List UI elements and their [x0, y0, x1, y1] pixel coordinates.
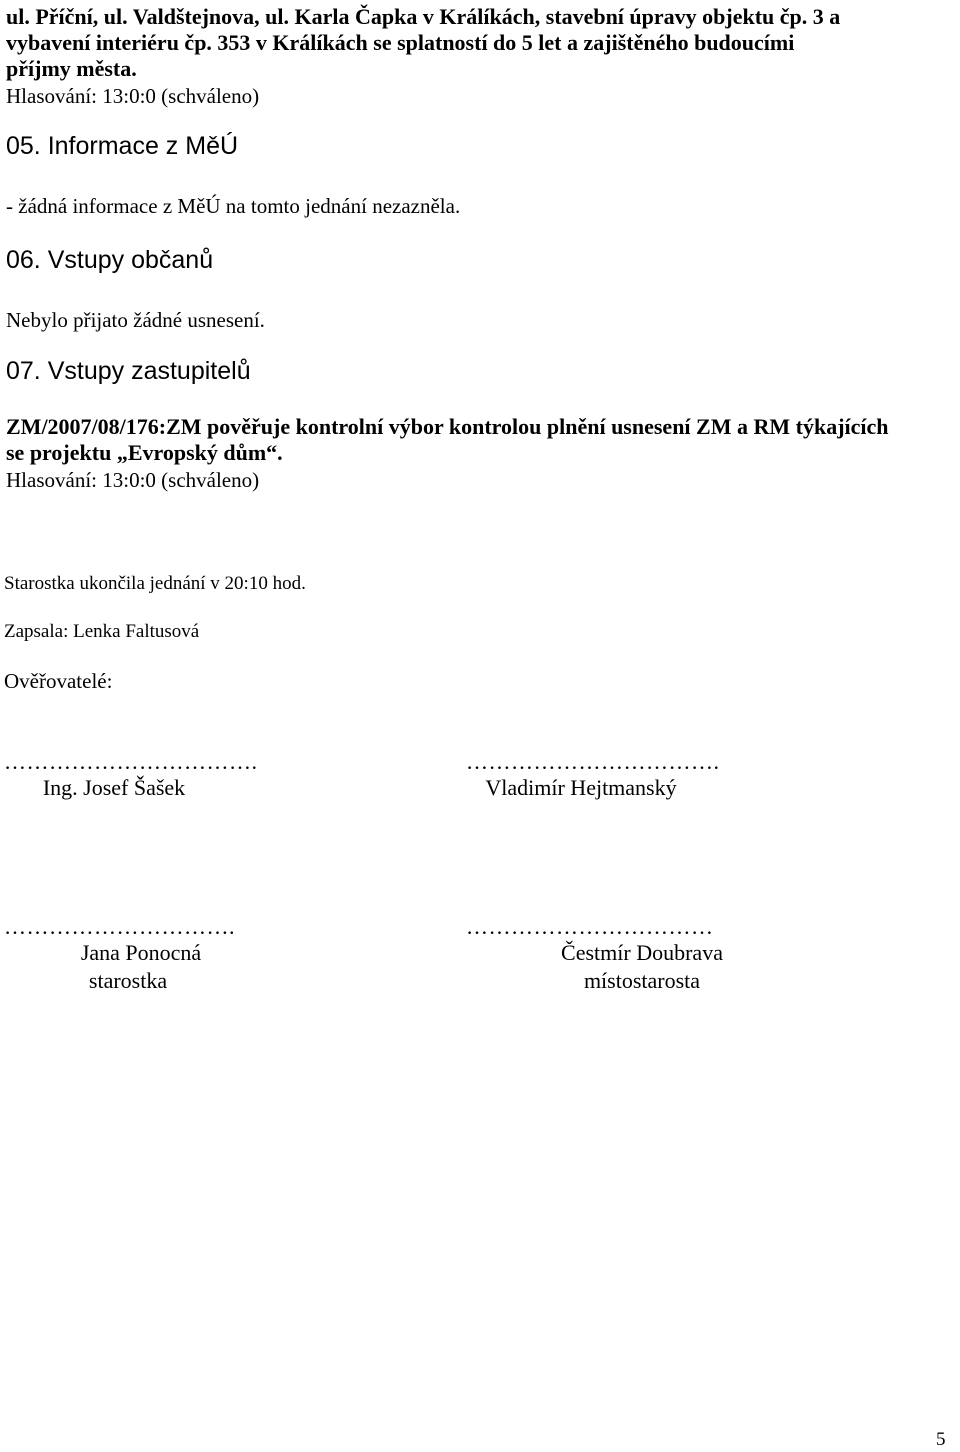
section-heading-05: 05. Informace z MěÚ [6, 132, 239, 160]
paragraph-line: příjmy města. [6, 56, 137, 81]
signature-line: ……………………………. [4, 749, 258, 774]
verifiers-label: Ověřovatelé: [4, 669, 113, 693]
signature-role: starostka [88, 968, 168, 993]
signature-vice-mayor [466, 914, 756, 995]
signature-verifier-1 [4, 749, 314, 802]
section-heading-06: 06. Vstupy občanů [6, 246, 214, 274]
paragraph-line: vybavení interiéru čp. 353 v Králíkách se splatností do 5 let a zajištěného budoucími [6, 30, 795, 55]
resolution-line: ZM/2007/08/176:ZM pověřuje kontrolní výbor kontrolou plnění usnesení ZM a RM týkajících [6, 414, 889, 439]
section-text-06: Nebylo přijato žádné usnesení. [6, 308, 265, 332]
meeting-end-text: Starostka ukončila jednání v 20:10 hod. [4, 573, 306, 594]
resolution-line: se projektu „Evropský dům“. [6, 440, 283, 465]
signature-name: Čestmír Doubrava [561, 940, 723, 965]
signature-name: Jana Ponocná [80, 940, 202, 965]
signature-line: …………………………. [4, 914, 235, 939]
signature-line: ……………………………. [466, 749, 720, 774]
signature-line: …………………………… [466, 914, 714, 939]
signature-mayor [4, 914, 294, 995]
signature-name: Vladimír Hejtmanský [485, 775, 677, 800]
vote-result: Hlasování: 13:0:0 (schváleno) [6, 84, 260, 108]
paragraph-line: ul. Příční, ul. Valdštejnova, ul. Karla Čapka v Králíkách, stavební úpravy objektu čp. 3 a [6, 4, 841, 29]
signature-role: místostarosta [583, 968, 701, 993]
section-text-05: - žádná informace z MěÚ na tomto jednání nezazněla. [6, 194, 461, 218]
vote-result: Hlasování: 13:0:0 (schváleno) [6, 468, 260, 492]
page-number: 5 [936, 1429, 946, 1450]
signature-name: Ing. Josef Šašek [42, 775, 186, 800]
section-heading-07: 07. Vstupy zastupitelů [6, 357, 251, 385]
signature-verifier-2 [466, 749, 756, 802]
recorder-text: Zapsala: Lenka Faltusová [4, 621, 200, 642]
